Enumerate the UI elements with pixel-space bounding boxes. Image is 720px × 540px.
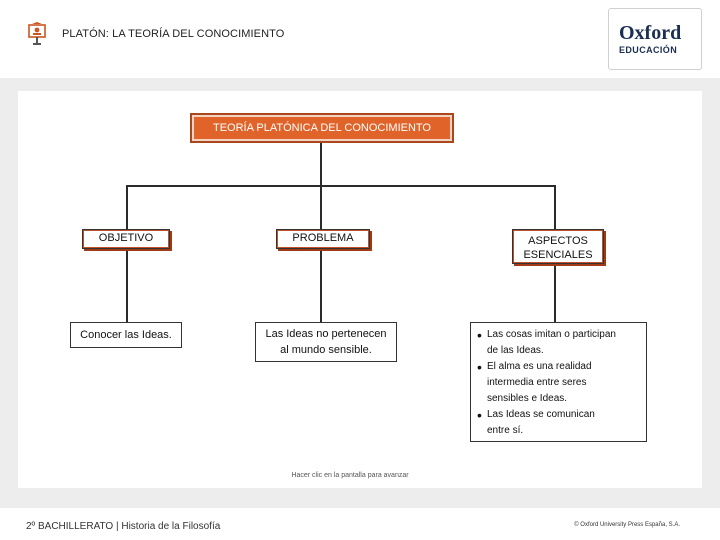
problema-detail-box xyxy=(255,322,397,362)
oxford-logo xyxy=(608,8,702,70)
connector-col3-detail xyxy=(554,264,556,322)
connector-horizontal xyxy=(126,185,556,187)
root-concept-box: TEORÍA PLATÓNICA DEL CONOCIMIENTO xyxy=(190,113,454,143)
logo-brand-text: Oxford xyxy=(619,22,682,44)
aspectos-box xyxy=(512,229,604,264)
objetivo-detail-text: Conocer las Ideas. xyxy=(80,329,172,341)
bullet-dot-icon: • xyxy=(477,359,482,375)
connector-col1-down xyxy=(126,185,128,229)
footer-copyright: © Oxford University Press España, S.A. xyxy=(574,522,680,528)
problema-detail-line-1: Las Ideas no pertenecen xyxy=(265,328,387,340)
problema-detail-line-2: al mundo sensible. xyxy=(280,344,372,356)
problema-box xyxy=(276,229,370,249)
connector-col1-detail xyxy=(126,249,128,322)
page-title: PLATÓN: LA TEORÍA DEL CONOCIMIENTO xyxy=(62,28,285,40)
connector-col2-down xyxy=(320,185,322,229)
aspectos-label-line-1: ASPECTOS xyxy=(528,234,588,247)
objetivo-detail-box xyxy=(70,322,182,348)
bullet-3-line-1: Las Ideas se comunican xyxy=(487,409,595,420)
bullet-2-line-2: intermedia entre seres xyxy=(487,377,587,388)
aspectos-bullet-list xyxy=(471,327,646,439)
objetivo-box xyxy=(82,229,170,249)
lectern-icon xyxy=(28,22,46,46)
aspectos-bullet-1 xyxy=(471,327,646,359)
bullet-1-line-2: de las Ideas. xyxy=(487,345,544,356)
bullet-dot-icon: • xyxy=(477,327,482,343)
bullet-2-line-1: El alma es una realidad xyxy=(487,361,592,372)
aspectos-label-line-2: ESENCIALES xyxy=(523,248,593,261)
aspectos-bullet-2 xyxy=(471,359,646,407)
connector-root-down xyxy=(320,143,322,186)
footer-course: 2º BACHILLERATO | Historia de la Filosofía xyxy=(26,521,221,532)
connector-col3-down xyxy=(554,185,556,229)
advance-hint: Hacer clic en la pantalla para avanzar xyxy=(291,472,409,479)
objetivo-label: OBJETIVO xyxy=(98,232,154,244)
aspectos-bullet-3 xyxy=(471,407,646,439)
connector-col2-detail xyxy=(320,249,322,322)
bullet-1-line-1: Las cosas imitan o participan xyxy=(487,329,616,340)
bullet-3-line-2: entre sí. xyxy=(487,425,524,436)
header-bar xyxy=(0,0,720,78)
bullet-2-line-3: sensibles e Ideas. xyxy=(487,393,568,404)
logo-sub-text: EDUCACIÓN xyxy=(619,45,678,55)
footer-bar xyxy=(0,508,720,540)
bullet-dot-icon: • xyxy=(477,407,482,423)
aspectos-detail-box xyxy=(470,322,647,442)
problema-label: PROBLEMA xyxy=(292,232,354,244)
